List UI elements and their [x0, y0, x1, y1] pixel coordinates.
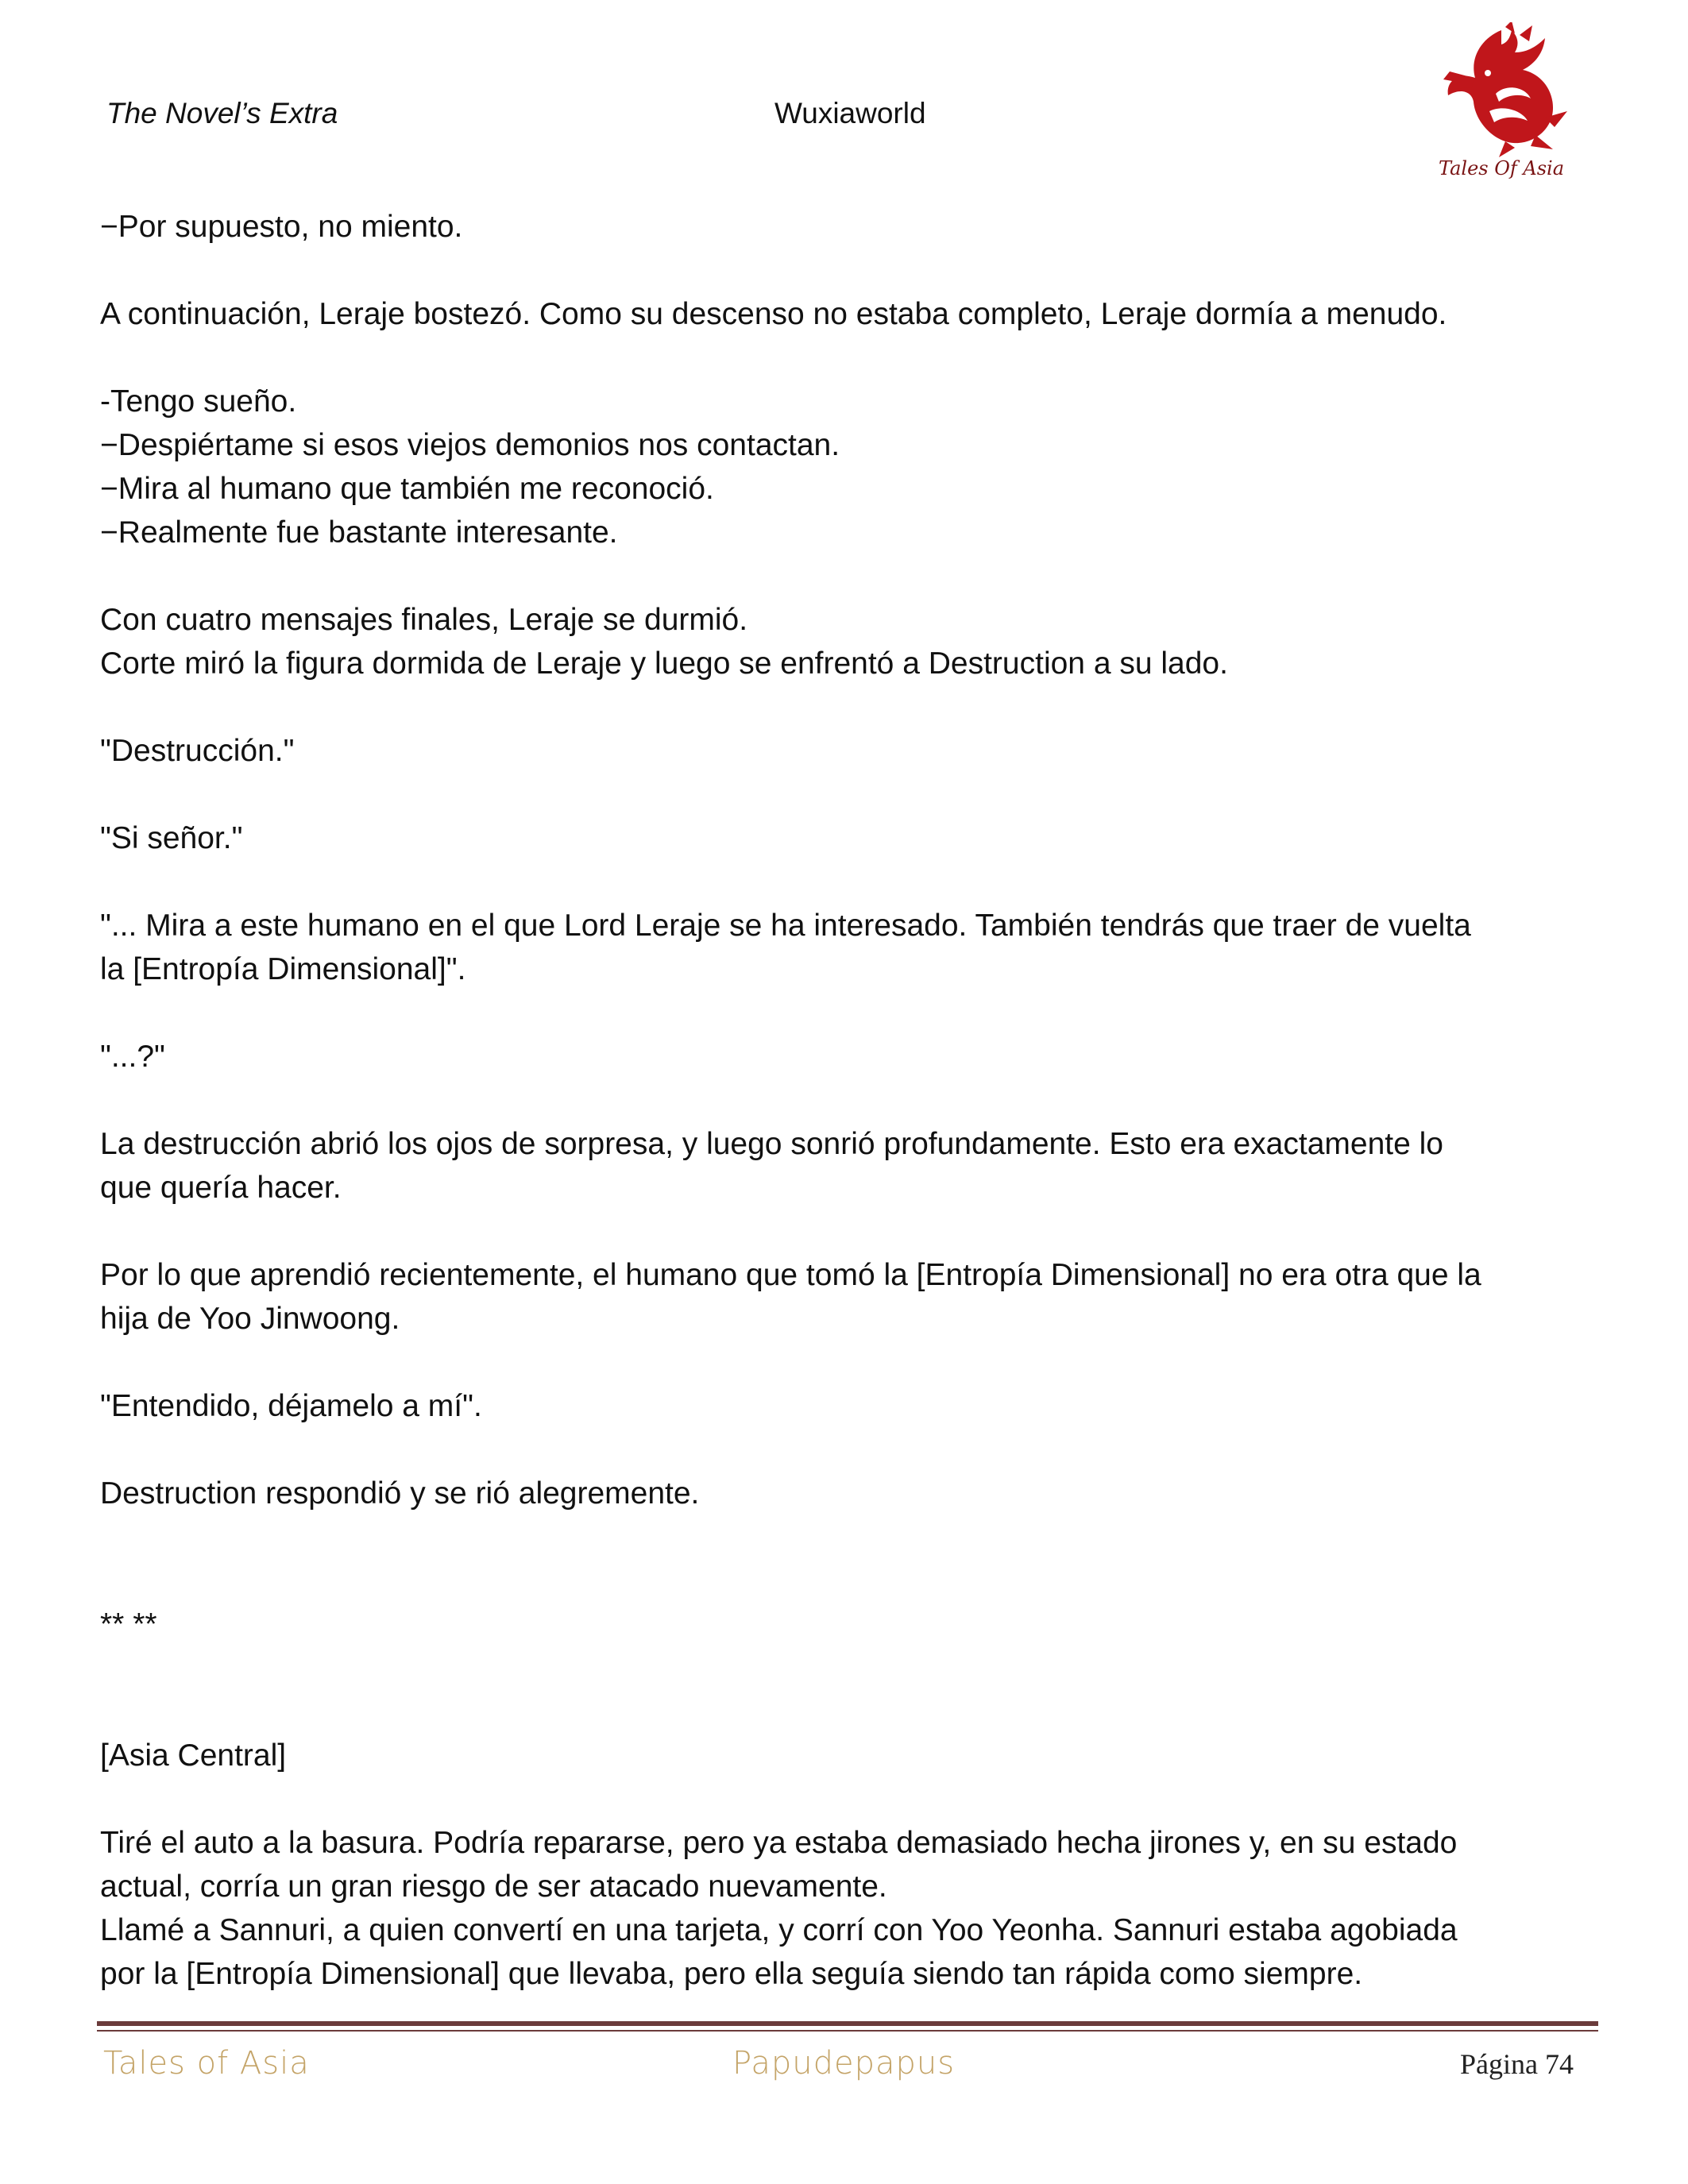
- paragraph-line: que quería hacer.: [100, 1171, 342, 1205]
- blank-line: [100, 773, 1593, 816]
- paragraph-line: Tiré el auto a la basura. Podría repararse, pero ya estaba demasiado hecha jirones y, en su estado: [100, 1826, 1458, 1860]
- blank-line: [100, 249, 1593, 292]
- red-dragon-icon: [1426, 22, 1577, 157]
- paragraph-line: Llamé a Sannuri, a quien convertí en una tarjeta, y corrí con Yoo Yeonha. Sannuri estaba agobiada: [100, 1913, 1458, 1947]
- blank-line: [100, 685, 1593, 729]
- paragraph-line: La destrucción abrió los ojos de sorpresa, y luego sonrió profundamente. Esto era exactamente lo: [100, 1127, 1443, 1161]
- blank-line: [100, 336, 1593, 380]
- paragraph-line: −Despiértame si esos viejos demonios nos contactan.: [100, 428, 840, 462]
- paragraph-line: Destruction respondió y se rió alegremente.: [100, 1476, 700, 1511]
- blank-line: [100, 1078, 1593, 1122]
- paragraph-line: A continuación, Leraje bostezó. Como su descenso no estaba completo, Leraje dormía a menudo.: [100, 297, 1447, 331]
- paragraph-line: −Realmente fue bastante interesante.: [100, 515, 618, 550]
- blank-line: [100, 991, 1593, 1035]
- blank-line: [100, 1777, 1593, 1821]
- paragraph-line: "Si señor.": [100, 821, 243, 855]
- paragraph-line: la [Entropía Dimensional]".: [100, 952, 466, 986]
- document-body: [100, 205, 1593, 1996]
- paragraph-line: "Destrucción.": [100, 734, 295, 768]
- footer-site-name: Tales of Asia: [103, 2045, 310, 2082]
- paragraph-line: Corte miró la figura dormida de Leraje y luego se enfrentó a Destruction a su lado.: [100, 646, 1228, 681]
- paragraph-line: Con cuatro mensajes finales, Leraje se durmió.: [100, 603, 748, 637]
- paragraph-line: "Entendido, déjamelo a mí".: [100, 1389, 482, 1423]
- footer-divider-thin: [97, 2030, 1598, 2032]
- location-heading: [Asia Central]: [100, 1738, 287, 1773]
- paragraph-line: "...?": [100, 1040, 165, 1074]
- section-break: ** **: [100, 1607, 157, 1642]
- header-source: Wuxiaworld: [774, 97, 926, 129]
- footer-divider: [97, 2021, 1598, 2026]
- blank-line: [100, 1646, 1593, 1734]
- paragraph-line: por la [Entropía Dimensional] que llevaba, pero ella seguía siendo tan rápida como siempre.: [100, 1957, 1363, 1991]
- page-number: Página 74: [1460, 2048, 1574, 2080]
- blank-line: [100, 1210, 1593, 1253]
- footer-translator: Papudepapus: [732, 2045, 956, 2082]
- paragraph-line: "... Mira a este humano en el que Lord Leraje se ha interesado. También tendrás que traer de vuelta: [100, 909, 1471, 943]
- header-book-title: The Novel’s Extra: [106, 97, 338, 129]
- blank-line: [100, 554, 1593, 598]
- blank-line: [100, 860, 1593, 904]
- blank-line: [100, 1428, 1593, 1472]
- blank-line: [100, 1515, 1593, 1603]
- paragraph-line: −Mira al humano que también me reconoció.: [100, 472, 714, 506]
- paragraph-line: actual, corría un gran riesgo de ser atacado nuevamente.: [100, 1870, 887, 1904]
- paragraph-line: hija de Yoo Jinwoong.: [100, 1302, 400, 1336]
- paragraph-line: Por lo que aprendió recientemente, el humano que tomó la [Entropía Dimensional] no era otra que la: [100, 1258, 1481, 1292]
- paragraph-line: -Tengo sueño.: [100, 384, 297, 419]
- logo-caption: Tales Of Asia: [1438, 157, 1565, 179]
- tales-of-asia-logo: [1426, 22, 1577, 189]
- paragraph-line: −Por supuesto, no miento.: [100, 210, 463, 244]
- blank-line: [100, 1341, 1593, 1384]
